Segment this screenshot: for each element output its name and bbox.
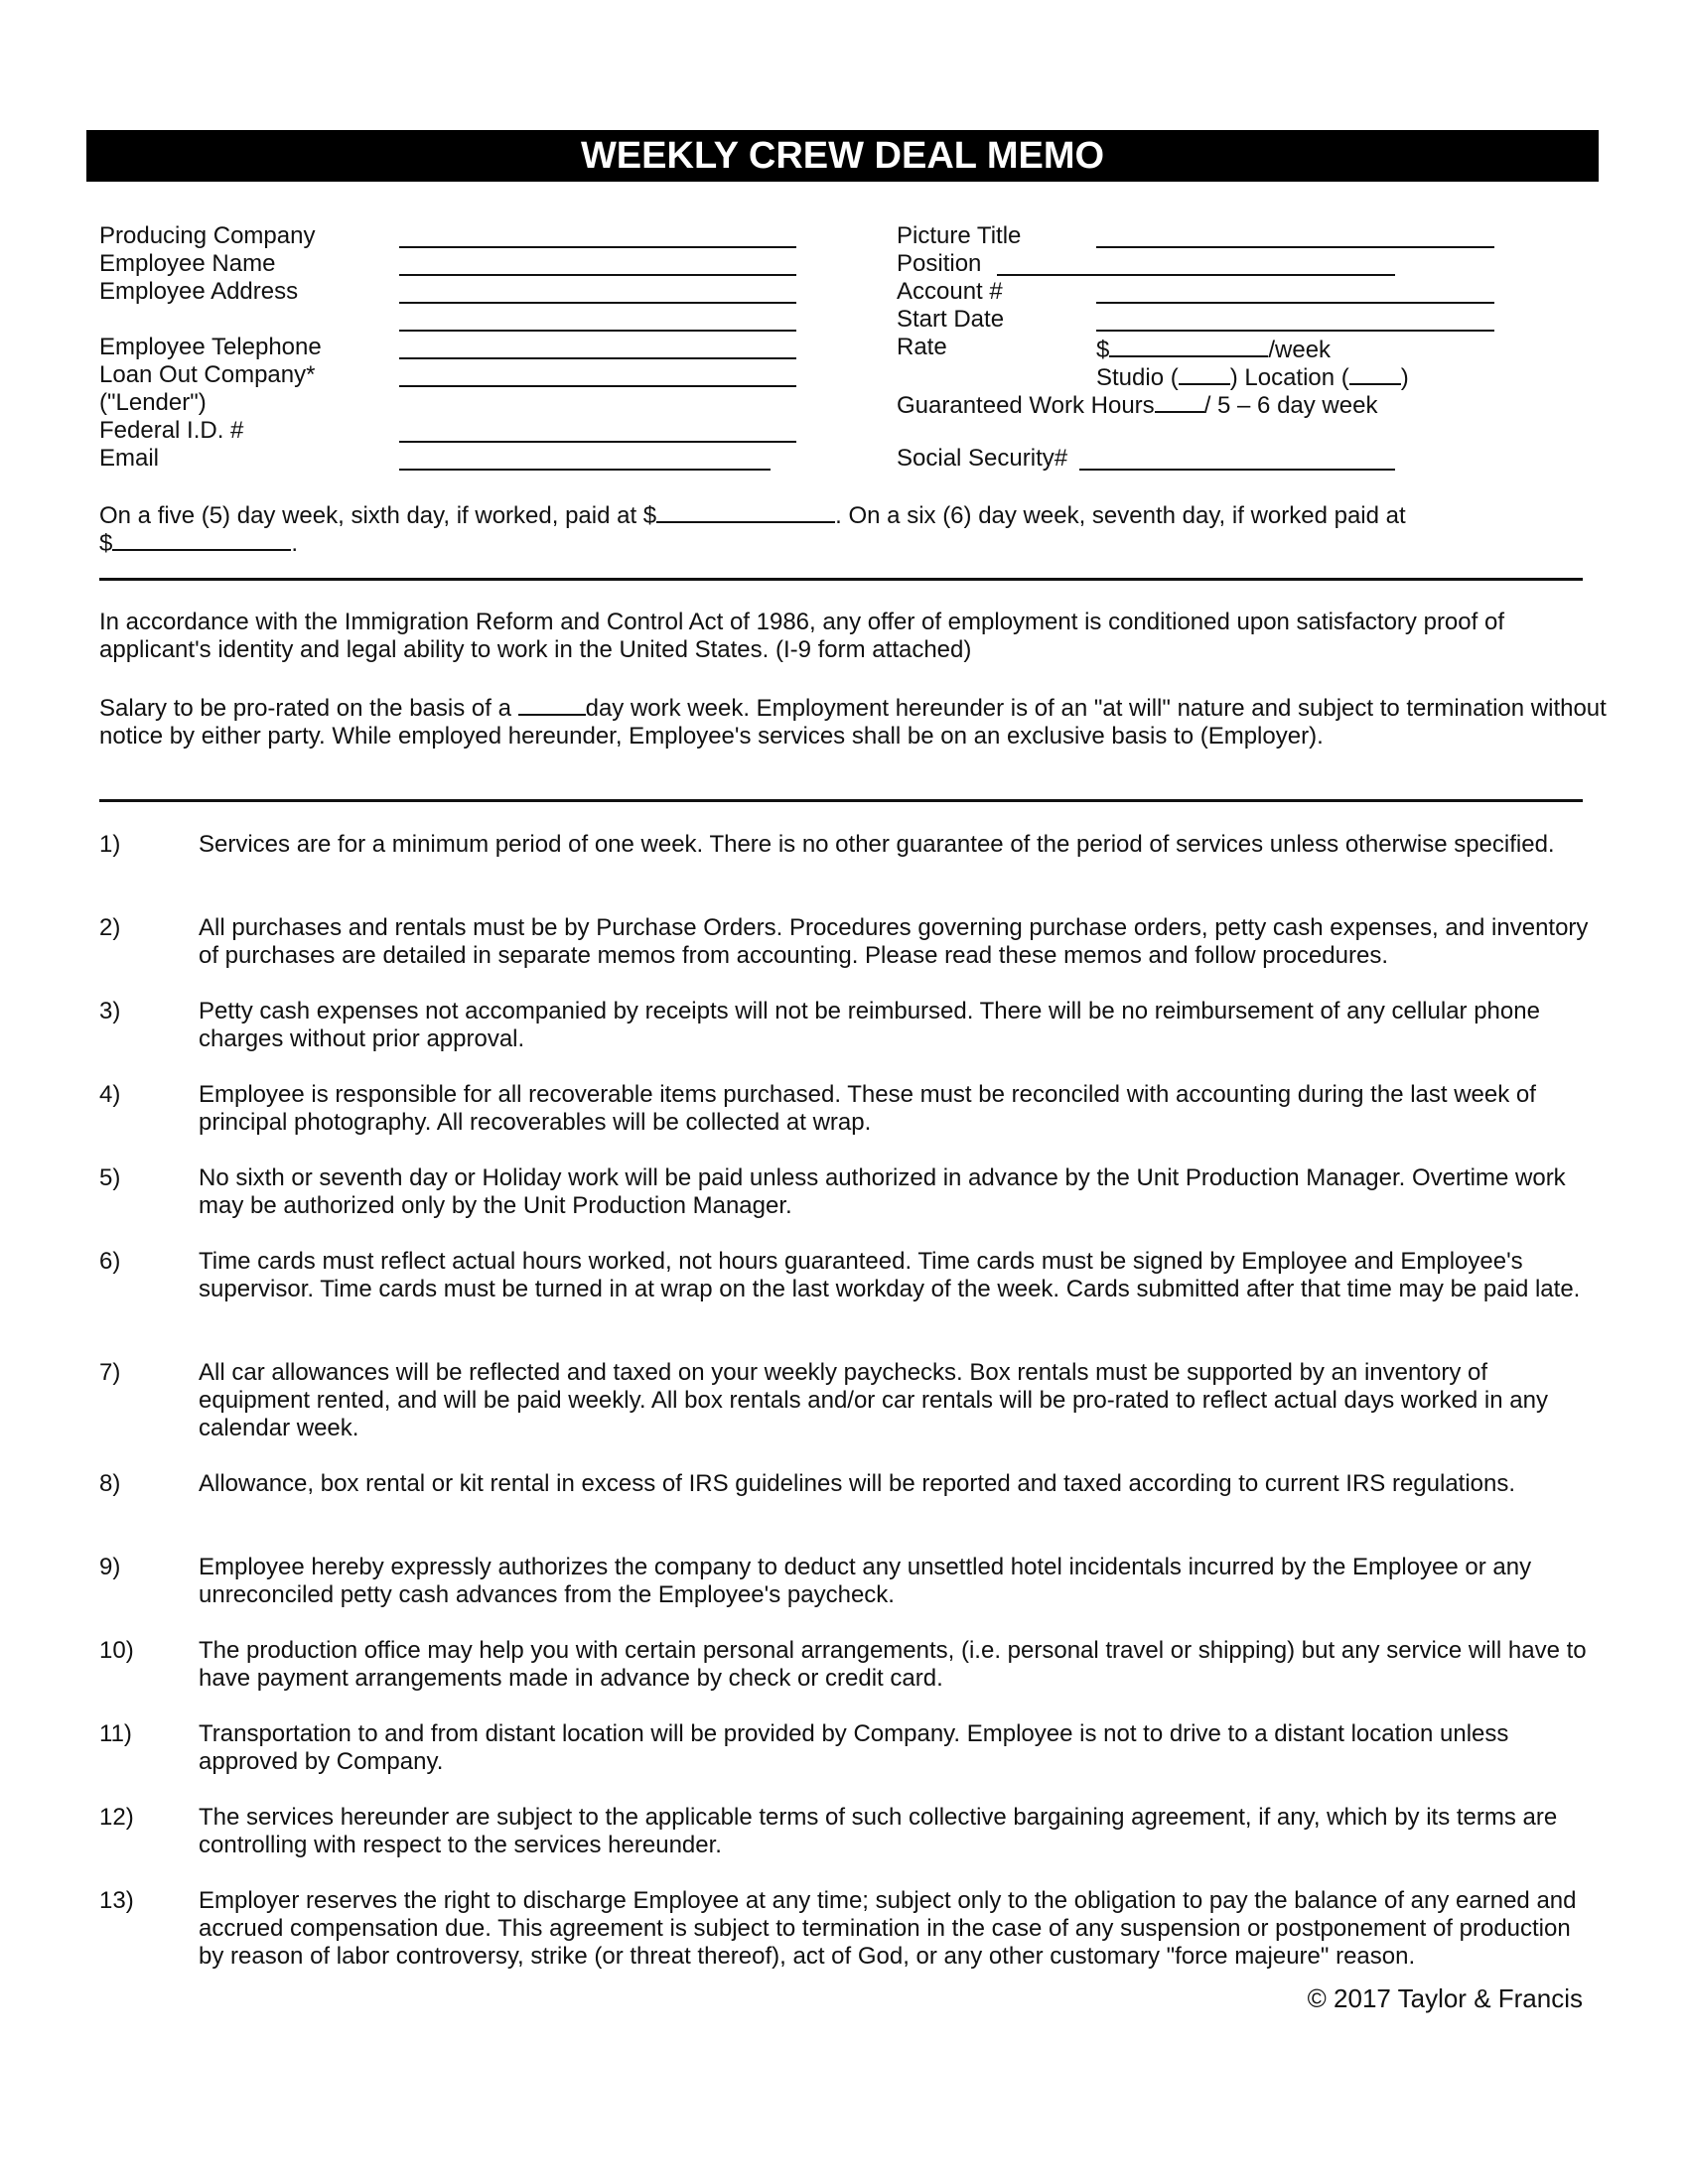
term-text: Services are for a minimum period of one week. There is no other guarantee of the period of services unless otherwise specified. (199, 831, 1555, 858)
term-number: 7) (99, 1359, 121, 1386)
term-text: Employee is responsible for all recoverable items purchased. These must be reconciled with accounting during the last week of principal photography. All recoverables will be collected at wrap. (199, 1081, 1536, 1136)
social-security-field[interactable] (1079, 469, 1395, 471)
guaranteed-hours-row (897, 389, 1377, 420)
position-label: Position (897, 250, 982, 277)
rate-field[interactable] (1109, 334, 1268, 357)
federal-id-field[interactable] (399, 441, 796, 443)
employee-telephone-label: Employee Telephone (99, 334, 322, 360)
term-number: 8) (99, 1470, 121, 1497)
salary-text-start: Salary to be pro-rated on the basis of a (99, 695, 518, 722)
term-number: 11) (99, 1720, 132, 1747)
loan-out-company-label: Loan Out Company* (99, 361, 316, 388)
salary-text-end: day work week. Employment hereunder is of an "at will" nature and subject to termination without notice by either party. While employed hereunder, Employee's services shall be on an exclusive basis to (Employer). (99, 695, 1607, 750)
term-text: The services hereunder are subject to the applicable terms of such collective bargaining agreement, if any, which by its terms are controlling with respect to the services hereunder. (199, 1804, 1558, 1858)
term-number: 9) (99, 1554, 121, 1580)
employee-address-label: Employee Address (99, 278, 299, 305)
term-text: The production office may help you with certain personal arrangements, (i.e. personal travel or shipping) but any service will have to have payment arrangements made in advance by check or credit card. (199, 1637, 1587, 1692)
seventh-day-currency: $ (99, 530, 113, 557)
section-divider-bottom (99, 799, 1583, 802)
guaranteed-hours-label: Guaranteed Work Hours (897, 392, 1155, 419)
sixth-day-text: On a five (5) day week, sixth day, if worked, paid at $ (99, 502, 657, 529)
location-field[interactable] (1349, 361, 1401, 385)
guaranteed-hours-field[interactable] (1155, 389, 1204, 413)
sixth-day-rate-field[interactable] (656, 499, 835, 523)
term-text: Allowance, box rental or kit rental in excess of IRS guidelines will be reported and taxed according to current IRS regulations. (199, 1470, 1516, 1497)
start-date-field[interactable] (1096, 330, 1494, 332)
copyright-notice: © 2017 Taylor & Francis (1307, 1983, 1583, 2013)
term-text: No sixth or seventh day or Holiday work will be paid unless authorized in advance by the Unit Production Manager. Overtime work may be authorized only by the Unit Production Manager. (199, 1164, 1566, 1219)
immigration-paragraph: In accordance with the Immigration Reform and Control Act of 1986, any offer of employment is conditioned upon satisfactory proof of applicant's identity and legal ability to work in the United States. (I-9 form attached) (99, 609, 1504, 663)
start-date-label: Start Date (897, 306, 1005, 333)
employee-name-field[interactable] (399, 274, 796, 276)
salary-paragraph (99, 692, 1618, 751)
term-number: 4) (99, 1081, 121, 1108)
seventh-day-text: . On a six (6) day week, seventh day, if worked paid at (835, 502, 1406, 529)
employee-address-field[interactable] (399, 302, 796, 304)
term-text: Employer reserves the right to discharge Employee at any time; subject only to the obligation to pay the balance of any earned and accrued compensation due. This agreement is subject to termination in the case of any suspension or postponement of production by reason of labor controversy, strike (or threat thereof), act of God, or any other customary "force majeure" reason. (199, 1887, 1577, 1970)
seventh-day-line (99, 527, 298, 558)
employee-telephone-field[interactable] (399, 357, 796, 359)
email-label: Email (99, 445, 160, 472)
term-text: All purchases and rentals must be by Purchase Orders. Procedures governing purchase orders, petty cash expenses, and inventory of purchases are detailed in separate memos from accounting. Please read these memos and follow procedures. (199, 914, 1589, 969)
rate-unit: /week (1268, 337, 1332, 363)
guaranteed-days-text: / 5 – 6 day week (1203, 392, 1378, 419)
federal-id-label: Federal I.D. # (99, 417, 244, 444)
account-label: Account # (897, 278, 1003, 305)
term-number: 5) (99, 1164, 121, 1191)
loan-out-company-field[interactable] (399, 385, 796, 387)
studio-location-row (1096, 361, 1409, 392)
salary-days-field[interactable] (518, 692, 586, 716)
seventh-day-rate-field[interactable] (112, 527, 291, 551)
picture-title-field[interactable] (1096, 246, 1494, 248)
form-title-text: WEEKLY CREW DEAL MEMO (580, 134, 1105, 177)
term-number: 12) (99, 1804, 134, 1831)
picture-title-label: Picture Title (897, 222, 1022, 249)
term-number: 6) (99, 1248, 121, 1275)
term-text: Petty cash expenses not accompanied by receipts will not be reimbursed. There will be no reimbursement of any cellular phone charges without prior approval. (199, 998, 1540, 1052)
term-text: Transportation to and from distant location will be provided by Company. Employee is not to drive to a distant location unless approved by Company. (199, 1720, 1509, 1775)
position-field[interactable] (997, 274, 1395, 276)
rate-field-row (1096, 334, 1331, 364)
term-number: 2) (99, 914, 121, 941)
term-number: 10) (99, 1637, 134, 1664)
account-field[interactable] (1096, 302, 1494, 304)
employee-name-label: Employee Name (99, 250, 276, 277)
studio-field[interactable] (1179, 361, 1230, 385)
rate-label: Rate (897, 334, 947, 360)
email-field[interactable] (399, 469, 771, 471)
term-number: 3) (99, 998, 121, 1024)
form-title (86, 130, 1599, 182)
location-close: ) (1400, 364, 1409, 391)
section-divider-top (99, 578, 1583, 581)
term-number: 13) (99, 1887, 134, 1914)
seventh-day-period: . (291, 530, 299, 557)
producing-company-label: Producing Company (99, 222, 316, 249)
location-label: ) Location ( (1229, 364, 1349, 391)
rate-currency: $ (1096, 337, 1110, 363)
term-text: All car allowances will be reflected and taxed on your weekly paychecks. Box rentals must be supported by an inventory of equipment rented, and will be paid weekly. All box rentals and/or car rentals will be pro-rated to reflect actual days worked in any calendar week. (199, 1359, 1548, 1441)
term-text: Time cards must reflect actual hours worked, not hours guaranteed. Time cards must be signed by Employee and Employee's supervisor. Time cards must be turned in at wrap on the last workday of the week. Cards submitted after that time may be paid late. (199, 1248, 1581, 1302)
sixth-day-line (99, 499, 1406, 530)
term-number: 1) (99, 831, 121, 858)
term-text: Employee hereby expressly authorizes the company to deduct any unsettled hotel incidentals incurred by the Employee or any unreconciled petty cash advances from the Employee's paycheck. (199, 1554, 1532, 1608)
lender-label: ("Lender") (99, 389, 207, 416)
studio-label: Studio ( (1096, 364, 1179, 391)
employee-address-line2-field[interactable] (399, 330, 796, 332)
social-security-label: Social Security# (897, 445, 1068, 472)
producing-company-field[interactable] (399, 246, 796, 248)
